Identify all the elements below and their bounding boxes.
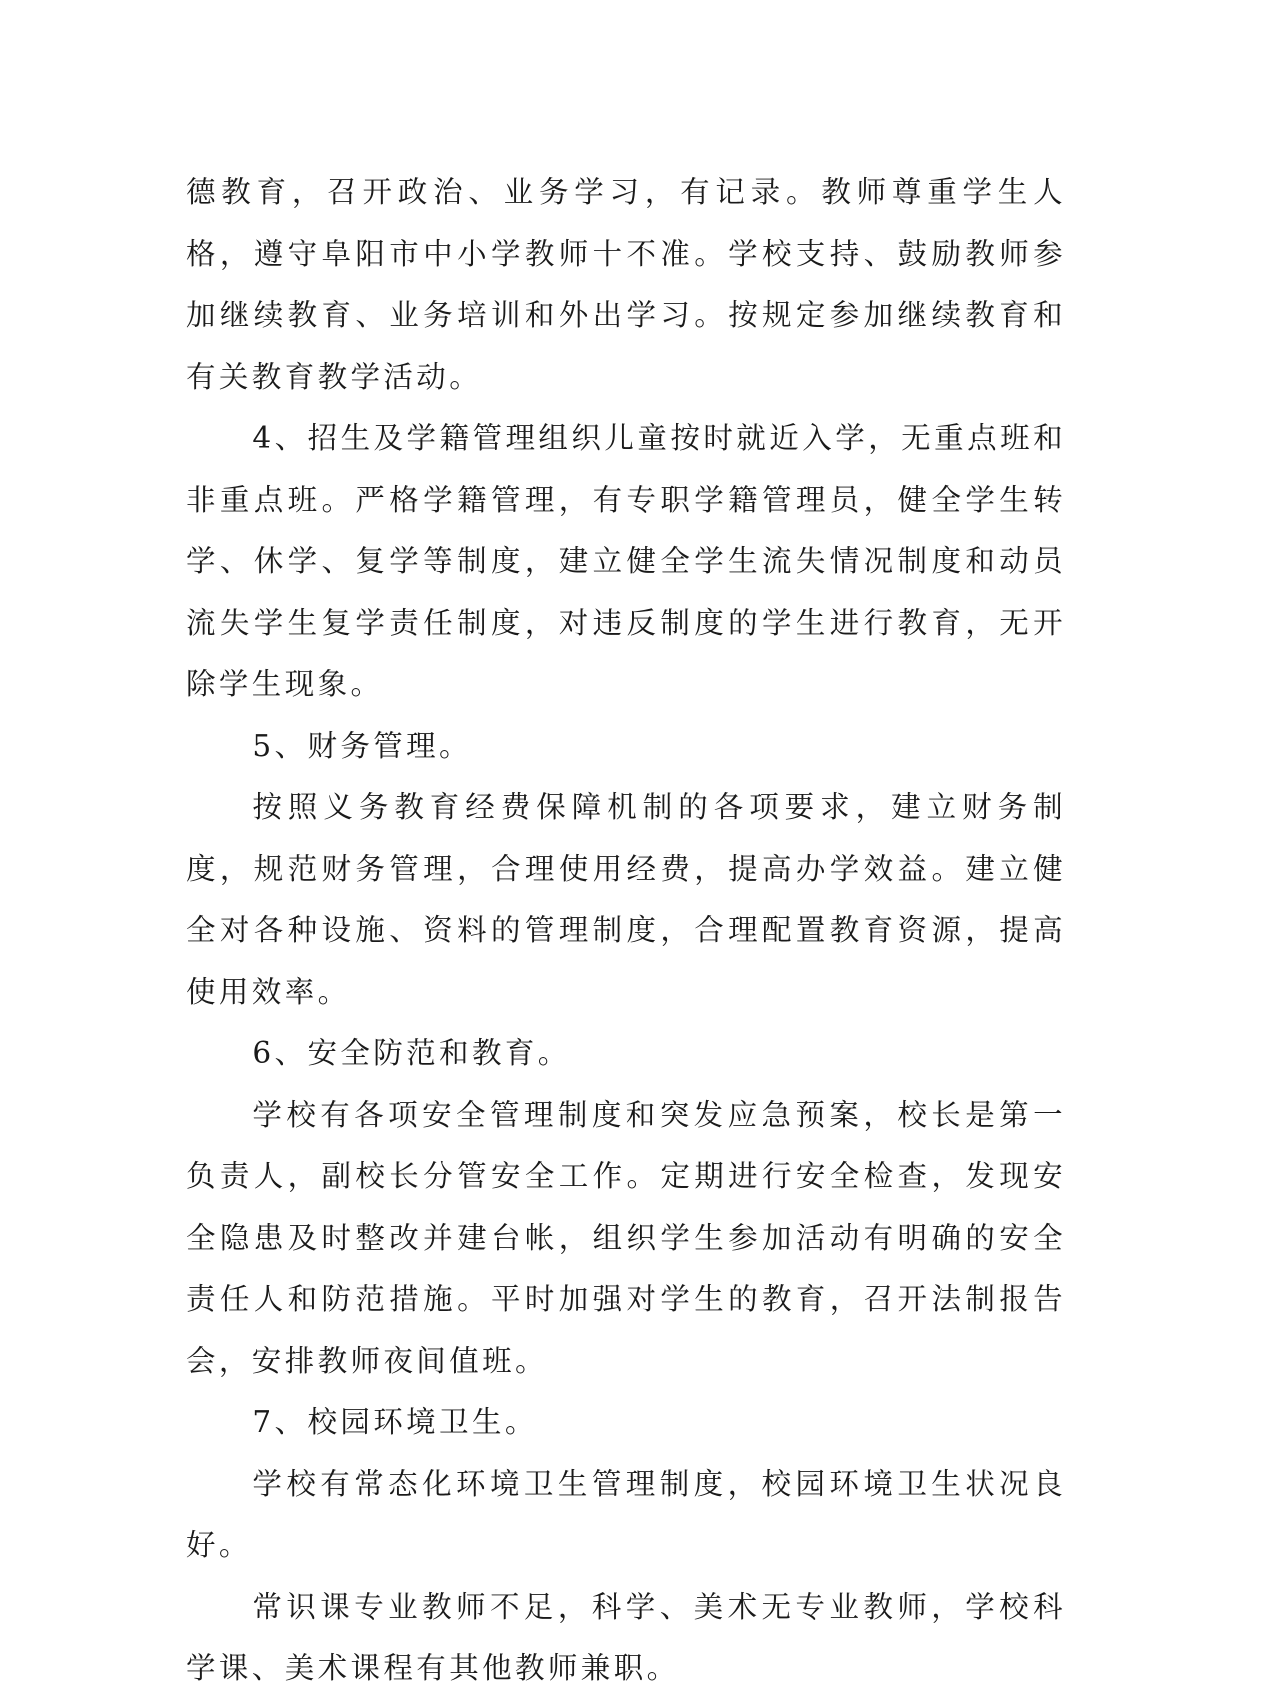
paragraph-campus-hygiene: 学校有常态化环境卫生管理制度，校园环境卫生状况良好。 bbox=[186, 1466, 1066, 1562]
paragraph-finance-management: 按照义务教育经费保障机制的各项要求，建立财务制度，规范财务管理，合理使用经费，提高办学效益。建立健全对各种设施、资料的管理制度，合理配置教育资源，提高使用效率。 bbox=[186, 790, 1066, 1009]
paragraph-enrollment-management: 4、招生及学籍管理组织儿童按时就近入学，无重点班和非重点班。严格学籍管理，有专职学籍管理员，健全学生转学、休学、复学等制度，建立健全学生流失情况制度和动员流失学生复学责任制度，对违反制度的学生进行教育，无开除学生现象。 bbox=[186, 421, 1066, 701]
document-body bbox=[186, 162, 1066, 1700]
heading-finance-management: 5、财务管理。 bbox=[252, 728, 472, 763]
paragraph-teacher-shortage: 常识课专业教师不足，科学、美术无专业教师，学校科学课、美术课程有其他教师兼职。 bbox=[186, 1589, 1066, 1685]
heading-safety-education: 6、安全防范和教育。 bbox=[252, 1036, 571, 1070]
paragraph-safety-education: 学校有各项安全管理制度和突发应急预案，校长是第一负责人，副校长分管安全工作。定期进行安全检查，发现安全隐患及时整改并建台帐，组织学生参加活动有明确的安全责任人和防范措施。平时加强对学生的教育，召开法制报告会，安排教师夜间值班。 bbox=[186, 1097, 1066, 1378]
paragraph-teacher-ethics: 德教育，召开政治、业务学习，有记录。教师尊重学生人格，遵守阜阳市中小学教师十不准。学校支持、鼓励教师参加继续教育、业务培训和外出学习。按规定参加继续教育和有关教育教学活动。 bbox=[186, 175, 1066, 394]
heading-campus-hygiene: 7、校园环境卫生。 bbox=[252, 1405, 538, 1439]
